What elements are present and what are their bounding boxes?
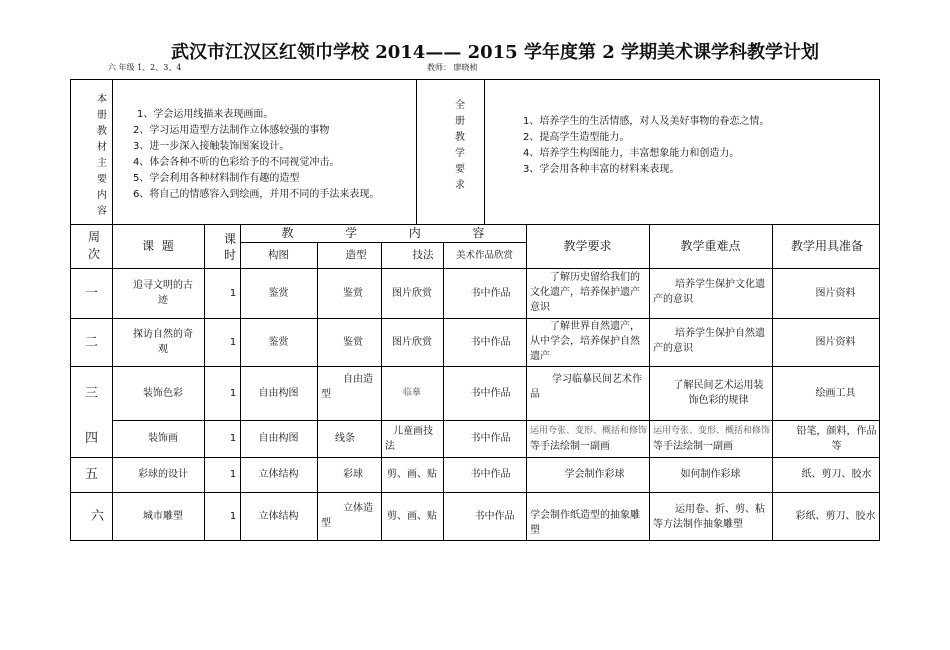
header-content-group (240, 224, 526, 242)
appreciation-cell: 书中作品 (470, 387, 511, 399)
appreciation-cell: 书中作品 (470, 469, 511, 480)
label-char: 要 (455, 164, 465, 175)
label-char: 册 (455, 116, 465, 127)
header-key-points (649, 224, 772, 268)
technique-cell: 剪、画、贴 (387, 469, 437, 480)
label-char: 材 (97, 142, 107, 153)
header-technique-text: 技法 (412, 248, 434, 261)
book-content-label (95, 92, 111, 220)
requirements-cell: 学会制作纸造型的抽象雕塑 (530, 510, 640, 536)
header-week (81, 228, 107, 264)
hours-cell: 1 (229, 511, 237, 522)
label-char: 主 (97, 158, 107, 169)
divider (204, 224, 205, 541)
list-item: 2、学习运用造型方法制作立体感较强的事物 (133, 125, 330, 136)
header-modeling-text: 造型 (345, 248, 367, 261)
modeling-cell: 鉴赏 (343, 287, 363, 299)
header-topic-text: 课 题 (142, 238, 174, 253)
appreciation-cell: 书中作品 (474, 511, 515, 522)
key-points-small-text: 运用夸张、变形、概括和修饰 (653, 426, 771, 436)
label-char: 学 (455, 148, 465, 159)
header-key-points-text: 教学重难点 (680, 238, 741, 253)
week-cell: 三 (84, 385, 98, 401)
book-content-list (133, 107, 379, 203)
header-content-group-text: 教 学 内 容 (281, 225, 485, 240)
divider (416, 80, 417, 224)
header-hours-text: 课 时 (223, 232, 236, 262)
key-points-cell: 培养学生保护文化遗产的意识 (653, 279, 765, 305)
divider (649, 224, 650, 541)
header-week-text: 周 次 (87, 230, 100, 261)
tools-cell: 彩纸、剪刀、胶水 (795, 511, 876, 522)
header-appreciation-text: 美术作品欣赏 (455, 249, 513, 261)
document-title: 武汉市江汉区红领巾学校 2014—— 2015 学年度第 2 学期美术课学科教学计划 (170, 42, 820, 63)
list-item: 4、培养学生构图能力，丰富想象能力和创造力。 (523, 148, 740, 159)
modeling-cell: 自由造型 (321, 374, 373, 400)
technique-cell: 图片欣赏 (392, 336, 432, 348)
appreciation-cell: 书中作品 (470, 336, 511, 348)
hours-cell: 1 (229, 387, 237, 399)
header-composition-text: 构图 (268, 248, 289, 261)
label-char: 全 (455, 100, 465, 111)
composition-cell: 鉴赏 (268, 287, 289, 299)
week-cell: 四 (84, 431, 98, 446)
tools-cell: 图片资料 (815, 336, 856, 348)
header-hours (221, 230, 239, 264)
list-item: 6、将自己的情感容入到绘画，并用不同的手法来表现。 (133, 189, 380, 200)
modeling-cell: 彩球 (343, 469, 363, 480)
tools-cell: 绘画工具 (815, 387, 856, 399)
list-item: 5、学会利用各种材料制作有趣的造型 (133, 173, 300, 184)
list-item: 4、体会各种不听的色彩给予的不同视觉冲击。 (133, 157, 340, 168)
key-points-cell: 培养学生保护自然遗产的意识 (653, 328, 765, 354)
volume-requirement-label (453, 98, 469, 194)
hours-cell: 1 (229, 469, 237, 480)
divider (112, 80, 113, 224)
technique-cell: 图片欣赏 (392, 287, 432, 299)
week-cell: 六 (90, 509, 104, 524)
divider (484, 80, 485, 224)
key-points-cell (653, 423, 771, 454)
label-char: 册 (97, 110, 107, 121)
key-points-cell: 如何制作彩球 (680, 469, 741, 480)
tools-cell: 纸、剪刀、胶水 (801, 469, 872, 480)
requirements-cell: 学会制作彩球 (564, 469, 625, 480)
divider (526, 224, 527, 541)
header-modeling (317, 242, 381, 268)
list-item: 1、学会运用线描来表现画面。 (137, 109, 274, 120)
label-char: 容 (97, 206, 107, 217)
week-cell: 二 (84, 334, 98, 350)
list-item: 2、提高学生造型能力。 (523, 132, 630, 143)
requirements-cell: 了解世界自然遗产，从中学会，培养保护自然遗产 (530, 321, 640, 362)
modeling-cell: 鉴赏 (343, 336, 363, 348)
key-points-text: 等手法绘制一副画 (653, 441, 733, 452)
topic-cell: 追寻文明的古迹 (133, 280, 193, 306)
label-char: 求 (455, 180, 465, 191)
list-item: 3、进一步深入接触装饰图案设计。 (133, 141, 290, 152)
key-points-cell: 运用卷、折、剪、粘等方法制作抽象雕塑 (653, 504, 765, 530)
modeling-cell: 立体造型 (321, 503, 373, 529)
topic-cell: 彩球的设计 (138, 469, 188, 480)
requirements-cell: 了解历史留给我们的文化遗产，培养保护遗产意识 (530, 272, 640, 313)
divider (112, 224, 113, 541)
tools-cell: 铅笔，颜料，作品等 (796, 425, 877, 452)
composition-cell: 立体结构 (258, 511, 299, 522)
composition-cell: 立体结构 (258, 469, 299, 480)
week-cell: 一 (84, 285, 98, 301)
label-char: 要 (97, 174, 107, 185)
header-requirements (526, 224, 649, 268)
list-item: 3、学会用各种丰富的材料来表现。 (523, 164, 680, 175)
technique-cell: 临摹 (402, 387, 421, 398)
topic-cell: 装饰色彩 (143, 387, 183, 399)
label-char: 教 (97, 126, 107, 137)
teacher-line: 教师： 廖晓桢 (427, 63, 478, 72)
requirements-cell (530, 423, 648, 454)
header-topic (112, 228, 204, 264)
requirements-cell: 学习临摹民间艺术作品 (530, 374, 642, 400)
modeling-cell: 线条 (335, 433, 355, 444)
requirements-text: 等手法绘制一副画 (530, 441, 610, 452)
topic-cell: 装饰画 (148, 433, 178, 444)
hours-cell: 1 (229, 287, 237, 299)
header-tools (772, 224, 882, 268)
appreciation-cell: 书中作品 (470, 433, 511, 444)
list-item: 1、培养学生的生活情感，对人及美好事物的眷恋之情。 (523, 116, 770, 127)
header-tools-text: 教学用具准备 (790, 238, 863, 253)
technique-cell: 剪、画、贴 (387, 511, 437, 522)
requirements-small-text: 运用夸张、变形、概括和修饰 (530, 426, 648, 436)
header-technique (381, 242, 443, 268)
topic-cell: 城市雕塑 (143, 511, 183, 522)
label-char: 教 (455, 132, 465, 143)
hours-cell: 1 (229, 433, 237, 444)
tools-cell: 图片资料 (815, 287, 856, 299)
plan-table (70, 79, 880, 541)
appreciation-cell: 书中作品 (470, 287, 511, 299)
composition-cell: 自由构图 (258, 433, 299, 444)
technique-cell: 儿童画技法 (385, 426, 433, 452)
header-composition (240, 242, 317, 268)
volume-requirement-list (523, 114, 769, 178)
grade-line: 六 年级 1、2、3、4 (108, 63, 182, 72)
key-points-cell: 了解民间艺术运用装饰色彩的规律 (673, 380, 764, 406)
topic-cell: 探访自然的奇观 (133, 329, 193, 355)
label-char: 本 (97, 94, 107, 105)
header-appreciation (443, 242, 526, 268)
hours-cell: 1 (229, 336, 237, 348)
week-cell: 五 (84, 467, 98, 482)
label-char: 内 (97, 190, 107, 201)
composition-cell: 自由构图 (258, 387, 299, 399)
header-requirements-text: 教学要求 (563, 238, 612, 253)
composition-cell: 鉴赏 (268, 336, 289, 348)
